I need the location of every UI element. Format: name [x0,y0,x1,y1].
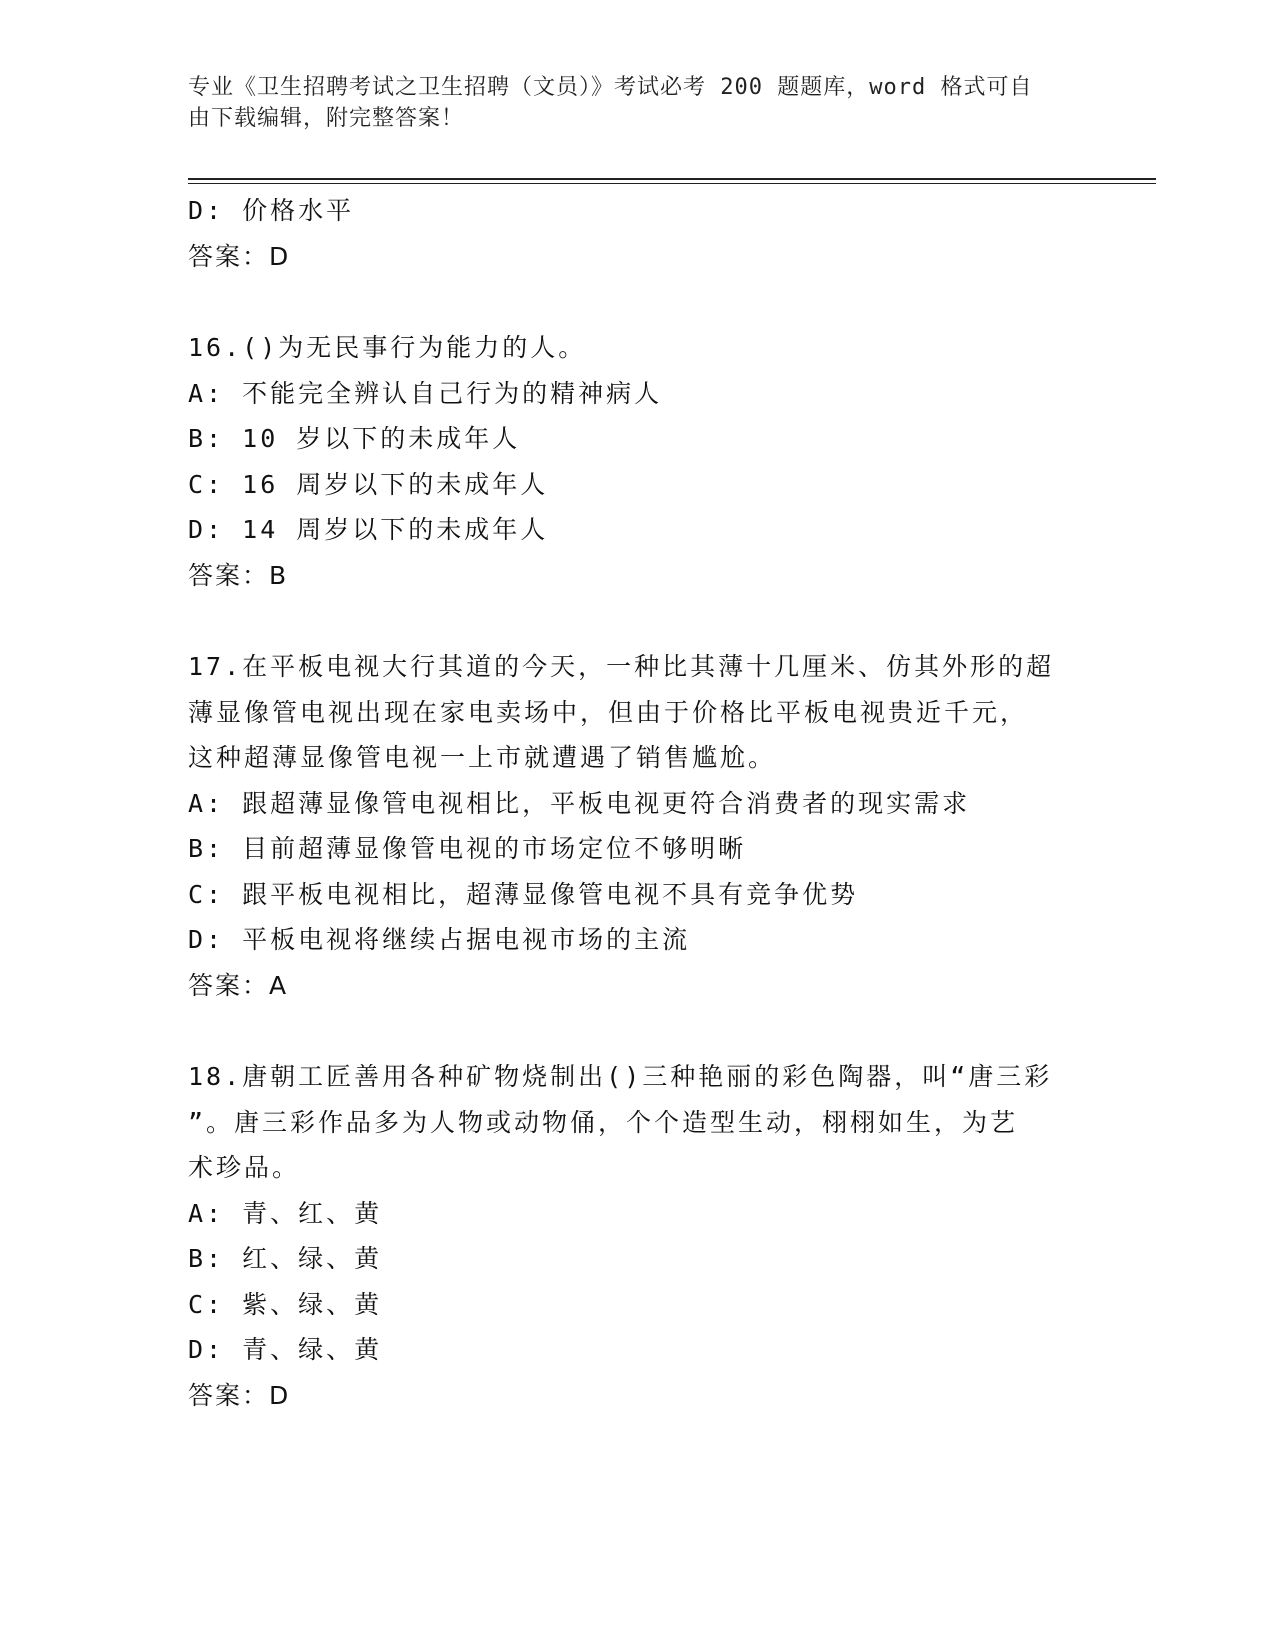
question-18 [188,1054,1088,1418]
question-content [188,188,1088,1418]
header-divider-thick [188,178,1156,180]
question-text-line: 17.在平板电视大行其道的今天，一种比其薄十几厘米、仿其外形的超 [188,652,1055,681]
question-17 [188,644,1088,1008]
header-line-1: 专业《卫生招聘考试之卫生招聘（文员）》考试必考 200 题题库，word 格式可自 [188,75,1033,100]
option-d: D: 14 周岁以下的未成年人 [188,515,549,544]
question-text-line: 术珍品。 [188,1153,301,1182]
answer-line: 答案：D [188,1380,291,1410]
option-d: D: 青、绿、黄 [188,1335,383,1364]
option-b: B: 目前超薄显像管电视的市场定位不够明晰 [188,834,747,863]
answer-line: 答案：B [188,560,289,590]
question-text-line: 这种超薄显像管电视一上市就遭遇了销售尴尬。 [188,743,777,772]
question-text-line: 18.唐朝工匠善用各种矿物烧制出()三种艳丽的彩色陶器，叫“唐三彩 [188,1062,1053,1091]
option-c: C: 16 周岁以下的未成年人 [188,469,549,499]
document-header [188,72,1068,134]
header-divider-thin [188,183,1156,184]
option-c: C: 紫、绿、黄 [188,1289,383,1319]
previous-question-tail [188,188,1088,279]
option-a: A: 青、红、黄 [188,1198,383,1228]
option-a: A: 不能完全辨认自己行为的精神病人 [188,378,663,408]
answer-line: 答案：A [188,970,289,1000]
question-text-line: 薄显像管电视出现在家电卖场中，但由于价格比平板电视贵近千元， [188,697,1029,727]
question-16 [188,325,1088,598]
question-text-line: ”。唐三彩作品多为人物或动物俑，个个造型生动，栩栩如生，为艺 [188,1107,1019,1137]
option-b: B: 红、绿、黄 [188,1244,383,1273]
question-text-line: 16.()为无民事行为能力的人。 [188,333,587,362]
header-line-2: 由下载编辑，附完整答案！ [188,106,465,131]
option-d: D: 价格水平 [188,196,355,225]
option-c: C: 跟平板电视相比，超薄显像管电视不具有竞争优势 [188,879,859,909]
option-a: A: 跟超薄显像管电视相比，平板电视更符合消费者的现实需求 [188,788,971,818]
answer-line: 答案：D [188,241,291,271]
option-b: B: 10 岁以下的未成年人 [188,424,521,453]
option-d: D: 平板电视将继续占据电视市场的主流 [188,925,691,954]
